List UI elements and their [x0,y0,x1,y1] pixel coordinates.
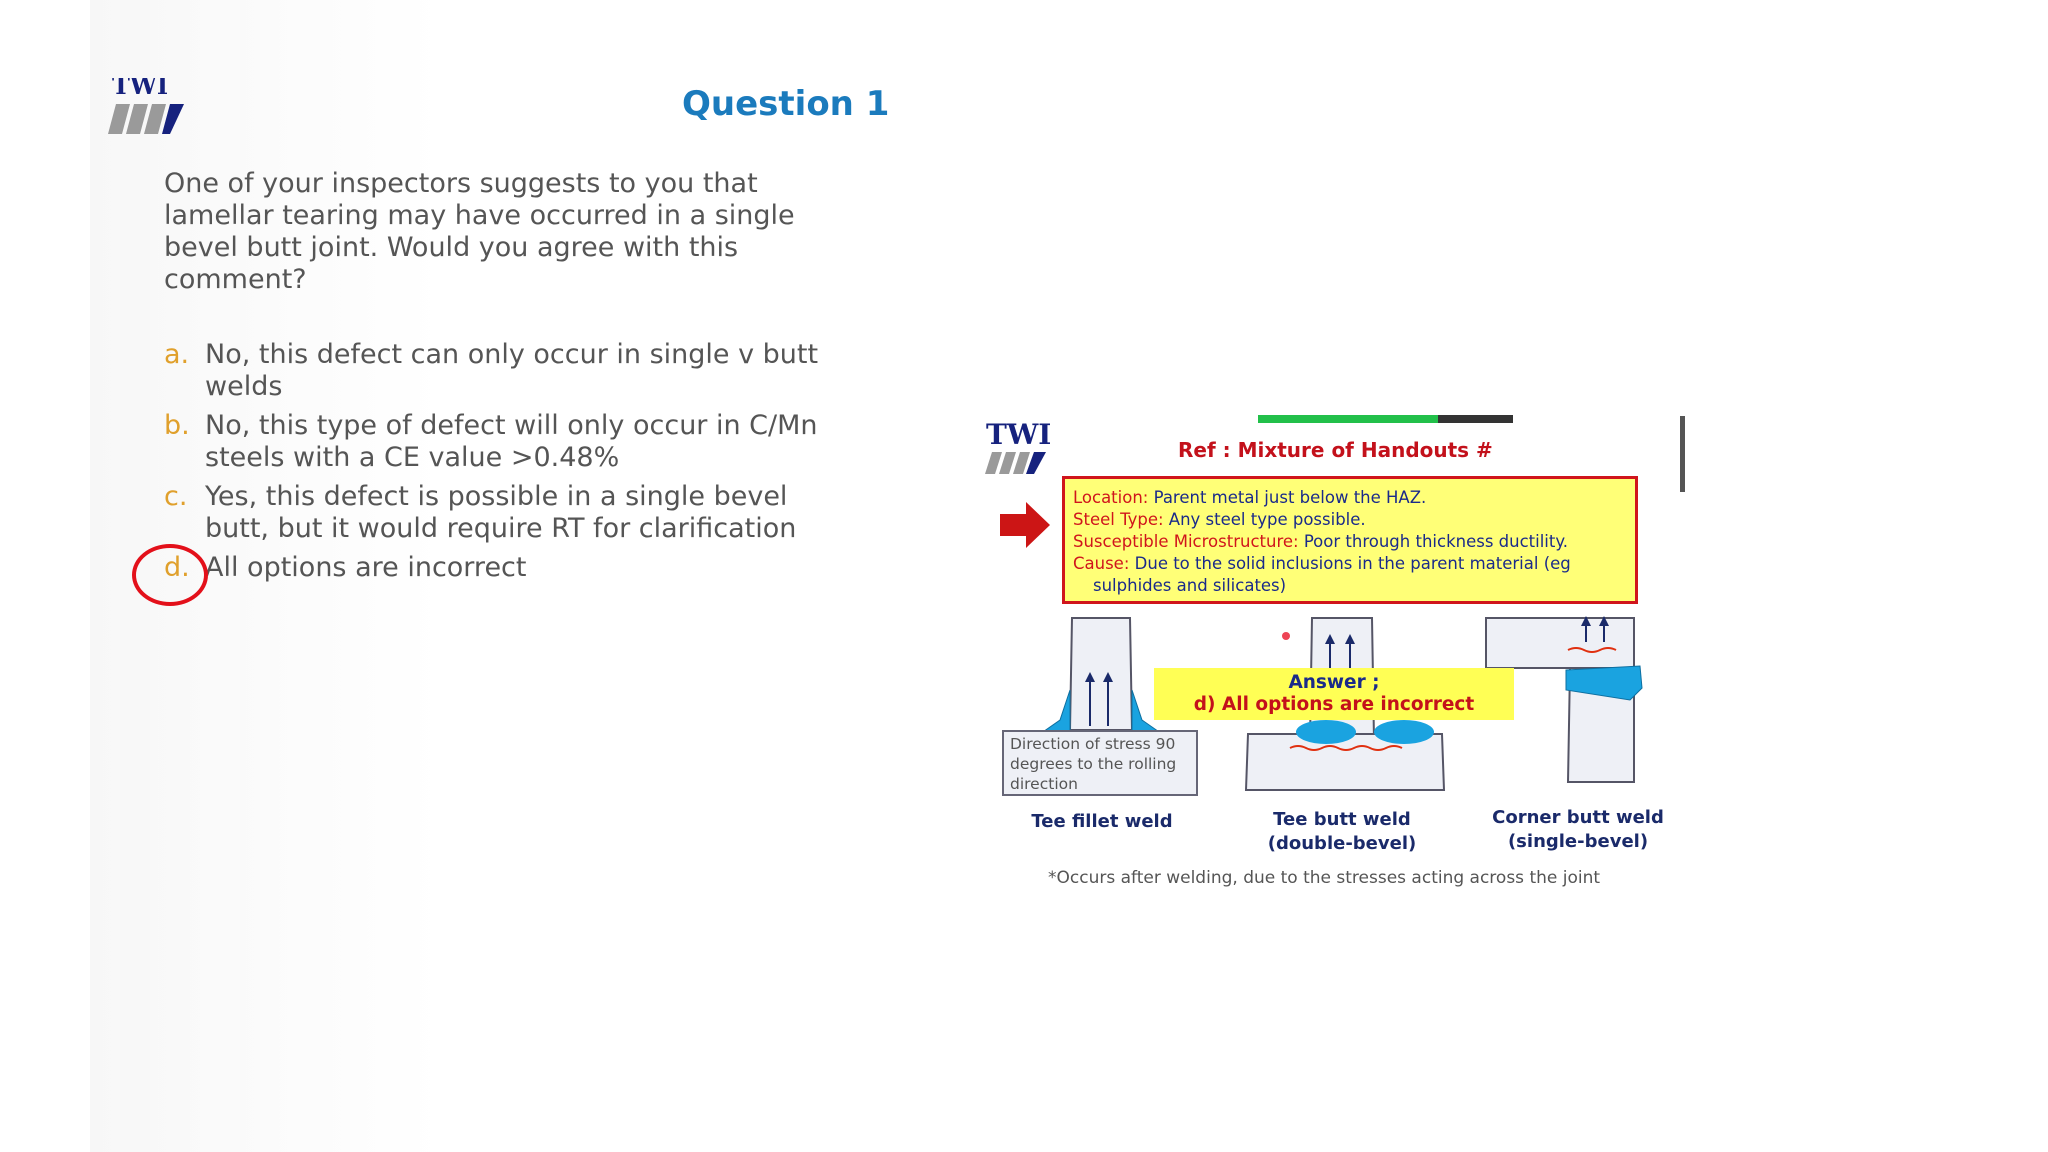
option-c [164,481,844,545]
answer-text: d) All options are incorrect [1193,694,1475,715]
reference-logo-text: TWI [986,422,1050,451]
answer-banner [1154,668,1514,720]
option-letter: a. [164,339,190,370]
option-a [164,339,844,403]
reference-twi-logo [984,422,1050,482]
caption-corner-butt: Corner butt weld (single-bevel) [1492,807,1664,852]
option-d [164,552,844,584]
embedded-progress-bar [1258,415,1438,423]
info-line-cause-cont: sulphides and silicates) [1093,576,1287,595]
option-letter: d. [164,552,190,583]
option-text: All options are incorrect [205,552,527,583]
embedded-toolbar [1438,415,1513,423]
info-line-cause: Cause: Due to the solid inclusions in the parent material (eg [1073,554,1571,573]
caption-tee-butt: Tee butt weld (double-bevel) [1267,809,1417,854]
selected-answer-circle [132,544,208,606]
option-b [164,410,844,474]
red-arrow-icon [1000,500,1052,550]
twi-logo-icon [984,422,1050,478]
twi-logo-text: TWI [112,78,169,100]
pointer-dot [1282,632,1290,640]
embedded-scrollbar [1680,416,1685,492]
option-text: No, this type of defect will only occur in C/Mn steels with a CE value >0.48% [205,410,818,473]
twi-logo [108,78,186,140]
footnote: *Occurs after welding, due to the stresses acting across the joint [1048,868,1601,888]
answer-options [164,339,844,591]
twi-logo-icon [108,78,186,136]
defect-info-box [1062,476,1638,604]
answer-label: Answer ; [1288,672,1380,693]
question-text: One of your inspectors suggests to you that lamellar tearing may have occurred in a single bevel butt joint. Would you agree with this comment? [164,168,795,295]
stress-direction-note: Direction of stress 90 degrees to the rolling direction [1002,730,1198,796]
info-line-location: Location: Parent metal just below the HAZ. [1073,488,1427,507]
option-letter: b. [164,410,190,441]
caption-tee-fillet: Tee fillet weld [1031,811,1173,832]
option-letter: c. [164,481,188,512]
option-text: Yes, this defect is possible in a single bevel butt, but it would require RT for clarification [205,481,797,544]
tee-fillet-weld-diagram [1040,618,1162,734]
info-line-microstructure: Susceptible Microstructure: Poor through thickness ductility. [1073,532,1569,551]
reference-title: Ref : Mixture of Handouts # [1178,438,1493,462]
question-title: Question 1 [682,84,890,124]
info-line-steel-type: Steel Type: Any steel type possible. [1073,510,1366,529]
option-text: No, this defect can only occur in single v butt welds [205,339,819,402]
